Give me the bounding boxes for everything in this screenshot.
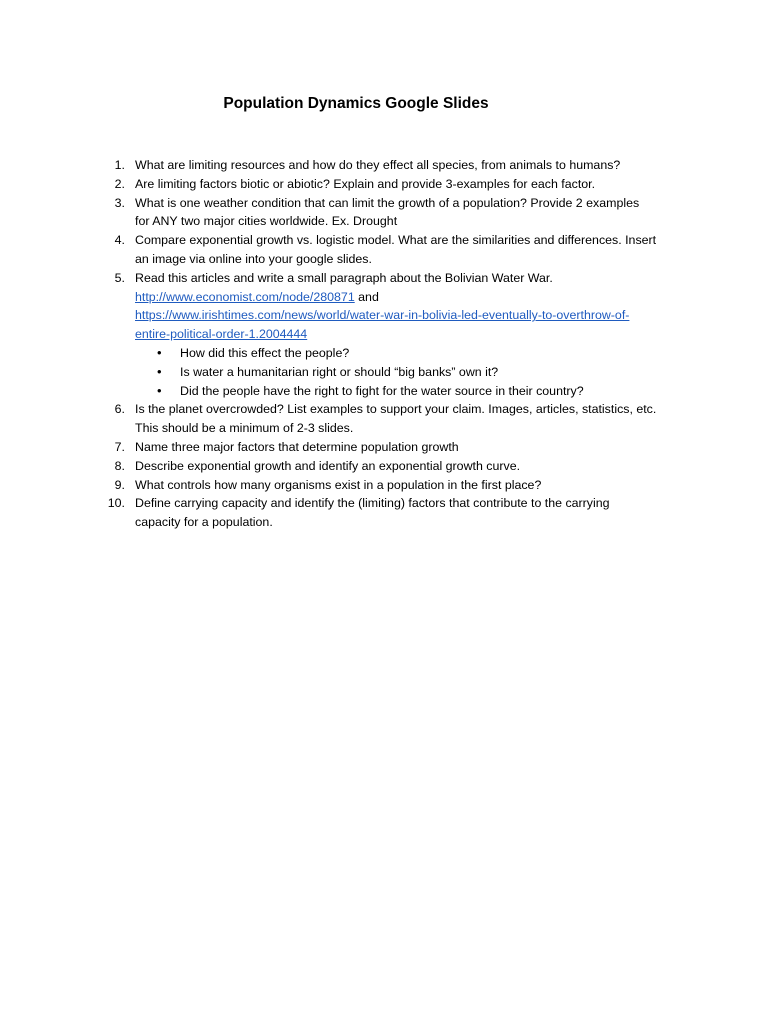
item-text: Read this articles and write a small paragraph about the Bolivian Water War. [135,270,553,285]
link-joiner: and [354,289,379,304]
item-number: 7. [114,439,125,454]
list-item [108,494,688,532]
item-text: Are limiting factors biotic or abiotic? Explain and provide 3-examples for each factor. [135,176,596,191]
question-list [108,156,688,532]
item-text: Compare exponential growth vs. logistic model. What are the similarities and differences. Insert [135,233,657,248]
item-text: What controls how many organisms exist in a population in the first place? [135,477,542,492]
list-item [108,269,688,401]
bullet-icon: • [157,382,162,398]
item-number: 2. [114,176,125,191]
item-text: capacity for a population. [135,515,273,530]
bullet-icon: • [157,344,162,360]
item-number: 6. [114,402,125,417]
link-line [135,306,688,325]
item-text: for ANY two major cities worldwide. Ex. Drought [135,214,398,229]
item-number: 8. [114,458,125,473]
bullet-item [135,363,688,382]
bullet-text: Is water a humanitarian right or should “big banks” own it? [180,364,499,379]
item-text: Is the planet overcrowded? List examples to support your claim. Images, articles, statistics, etc. [135,402,657,417]
bullet-text: How did this effect the people? [180,345,350,360]
link-line [135,325,688,344]
item-text: an image via online into your google slides. [135,251,372,266]
item-text: Define carrying capacity and identify the (limiting) factors that contribute to the carrying [135,496,610,511]
list-item [108,194,688,232]
link-line [135,288,688,307]
list-item [108,476,688,495]
item-text: Name three major factors that determine population growth [135,439,459,454]
economist-link[interactable]: http://www.economist.com/node/280871 [135,289,355,304]
item-number: 3. [114,195,125,210]
irishtimes-link-part1[interactable]: https://www.irishtimes.com/news/world/water-war-in-bolivia-led-eventually-to-overthrow-of- [135,308,630,323]
bullet-text: Did the people have the right to fight for the water source in their country? [180,383,584,398]
list-item [108,231,688,269]
list-item [108,156,688,175]
item-text: What is one weather condition that can limit the growth of a population? Provide 2 examples [135,195,640,210]
item-number: 1. [114,158,125,172]
list-item [108,175,688,194]
item-number: 10. [107,496,125,511]
sub-question-list [135,344,688,400]
bullet-item [135,382,688,401]
item-number: 5. [114,270,125,285]
page-title: Population Dynamics Google Slides [223,95,489,112]
item-text: This should be a minimum of 2-3 slides. [135,421,354,436]
list-item [108,438,688,457]
list-item [108,457,688,476]
item-number: 4. [114,233,125,248]
item-text: What are limiting resources and how do they effect all species, from animals to humans? [135,158,621,172]
bullet-icon: • [157,363,162,379]
item-number: 9. [114,477,125,492]
bullet-item [135,344,688,363]
irishtimes-link-part2[interactable]: entire-political-order-1.2004444 [135,327,308,342]
item-text: Describe exponential growth and identify an exponential growth curve. [135,458,521,473]
list-item [108,400,688,438]
